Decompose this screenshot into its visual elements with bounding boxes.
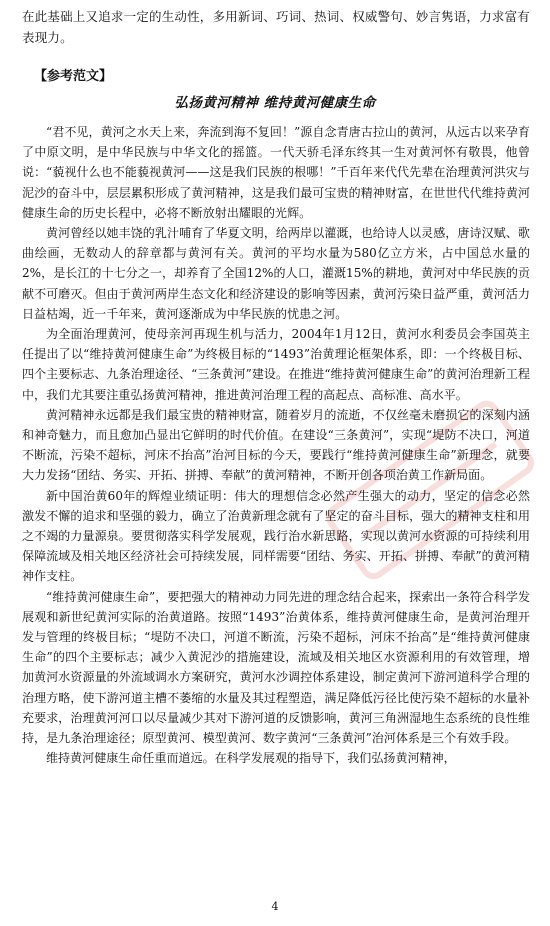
page-number: 4	[271, 900, 279, 913]
paragraph: 维持黄河健康生命任重而道远。在科学发展观的指导下，我们弘扬黄河精神，	[46, 751, 456, 766]
paragraph: 黄河曾经以她丰饶的乳汁哺育了华夏文明，给两岸以灌溉，也给诗人以灵感，唐诗汉赋、歌曲绘画，无数动人的辞章都与黄河有关。黄河的平均水量为580亿立方米，占中国总水量的2%，是长江的十七分之一，却养育了全国12%的人口，灌溉15%的耕地，黄河对中华民族的贡献不可磨灭。但由于黄河两岸生态文化和经济建设的影响等因素，黄河污染日益严重，黄河活力日益枯竭，近一千年来，黄河逐渐成为中华民族的忧患之河。	[22, 226, 530, 321]
section-label: 【参考范文】	[34, 69, 113, 84]
paragraph: “维持黄河健康生命”，要把强大的精神动力同先进的理念结合起来，探索出一条符合科学发展观和新世纪黄河实际的治黄道路。按照“1493”治黄体系，维持黄河健康生命，是黄河治理开发与管理的终极目标；“堤防不决口，河道不断流，污染不超标，河床不抬高”是“维持黄河健康生命”的四个主要标志；减少入黄泥沙的措施建设，流域及相关地区水资源利用的有效管理，增加黄河水资源量的外流域调水方案研究，黄河水沙调控体系建设，制定黄河下游河道科学合理的治理方略，使下游河道主槽不萎缩的水量及其过程塑造，满足降低污径比使污染不超标的水量补充要求，治理黄河河口以尽量减少其对下游河道的反馈影响，黄河三角洲湿地生态系统的良性维持，是九条治理途径；原型黄河、模型黄河、数字黄河“三条黄河”治河体系是三个有效手段。	[22, 589, 530, 746]
article-body	[22, 122, 530, 769]
article-title: 弘扬黄河精神 维持黄河健康生命	[174, 95, 376, 111]
paragraph: 黄河精神永远都是我们最宝贵的精神财富，随着岁月的流逝，不仅丝毫未磨损它的深刻内涵和神奇魅力，而且愈加凸显出它鲜明的时代价值。在建设“三条黄河”，实现“堤防不决口，河道不断流，污染不超标，河床不抬高”治河目标的今天，要践行“维持黄河健康生命”新理念，就要大力发扬“团结、务实、开拓、拼搏、奉献”的黄河精神，不断开创各项治黄工作新局面。	[22, 407, 530, 483]
paragraph: 为全面治理黄河，使母亲河再现生机与活力，2004年1月12日，黄河水利委员会李国英主任提出了以“维持黄河健康生命”为终极目标的“1493”治黄理论框架体系，即：一个终极目标、四个主要标志、九条治理途径、“三条黄河”建设。在推进“维持黄河健康生命”的黄河治理新工程中，我们尤其要注重弘扬黄河精神，推进黄河治理工程的高起点、高标准、高水平。	[22, 327, 530, 402]
paragraph: 新中国治黄60年的辉煌业绩证明：伟大的理想信念必然产生强大的动力，坚定的信念必然激发不懈的追求和坚强的毅力，确立了治黄新理念就有了坚定的奋斗目标，强大的精神支柱和用之不竭的力量源泉。要贯彻落实科学发展观，践行治水新思路，实现以黄河水资源的可持续利用保障流域及相关地区经济社会可持续发展，同样需要“团结、务实、开拓、拼搏、奉献”的黄河精神作支柱。	[22, 488, 530, 584]
paragraph: “君不见，黄河之水天上来，奔流到海不复回！”源自念青唐古拉山的黄河，从远古以来孕育了中原文明，是中华民族与中华文化的摇篮。一代天骄毛泽东终其一生对黄河怀有敬畏，他曾说：“藐视什么也不能藐视黄河——这是我们民族的根哪！”千百年来代代先辈在治理黄河洪灾与泥沙的奋斗中，层层累积形成了黄河精神，这是我们最可宝贵的精神财富，在世世代代维持黄河健康生命的历史长程中，必将不断放射出耀眼的光辉。	[22, 125, 530, 220]
intro-text: 在此基础上又追求一定的生动性，多用新词、巧词、热词、权威警句、妙言隽语，力求富有表现力。	[22, 9, 531, 45]
